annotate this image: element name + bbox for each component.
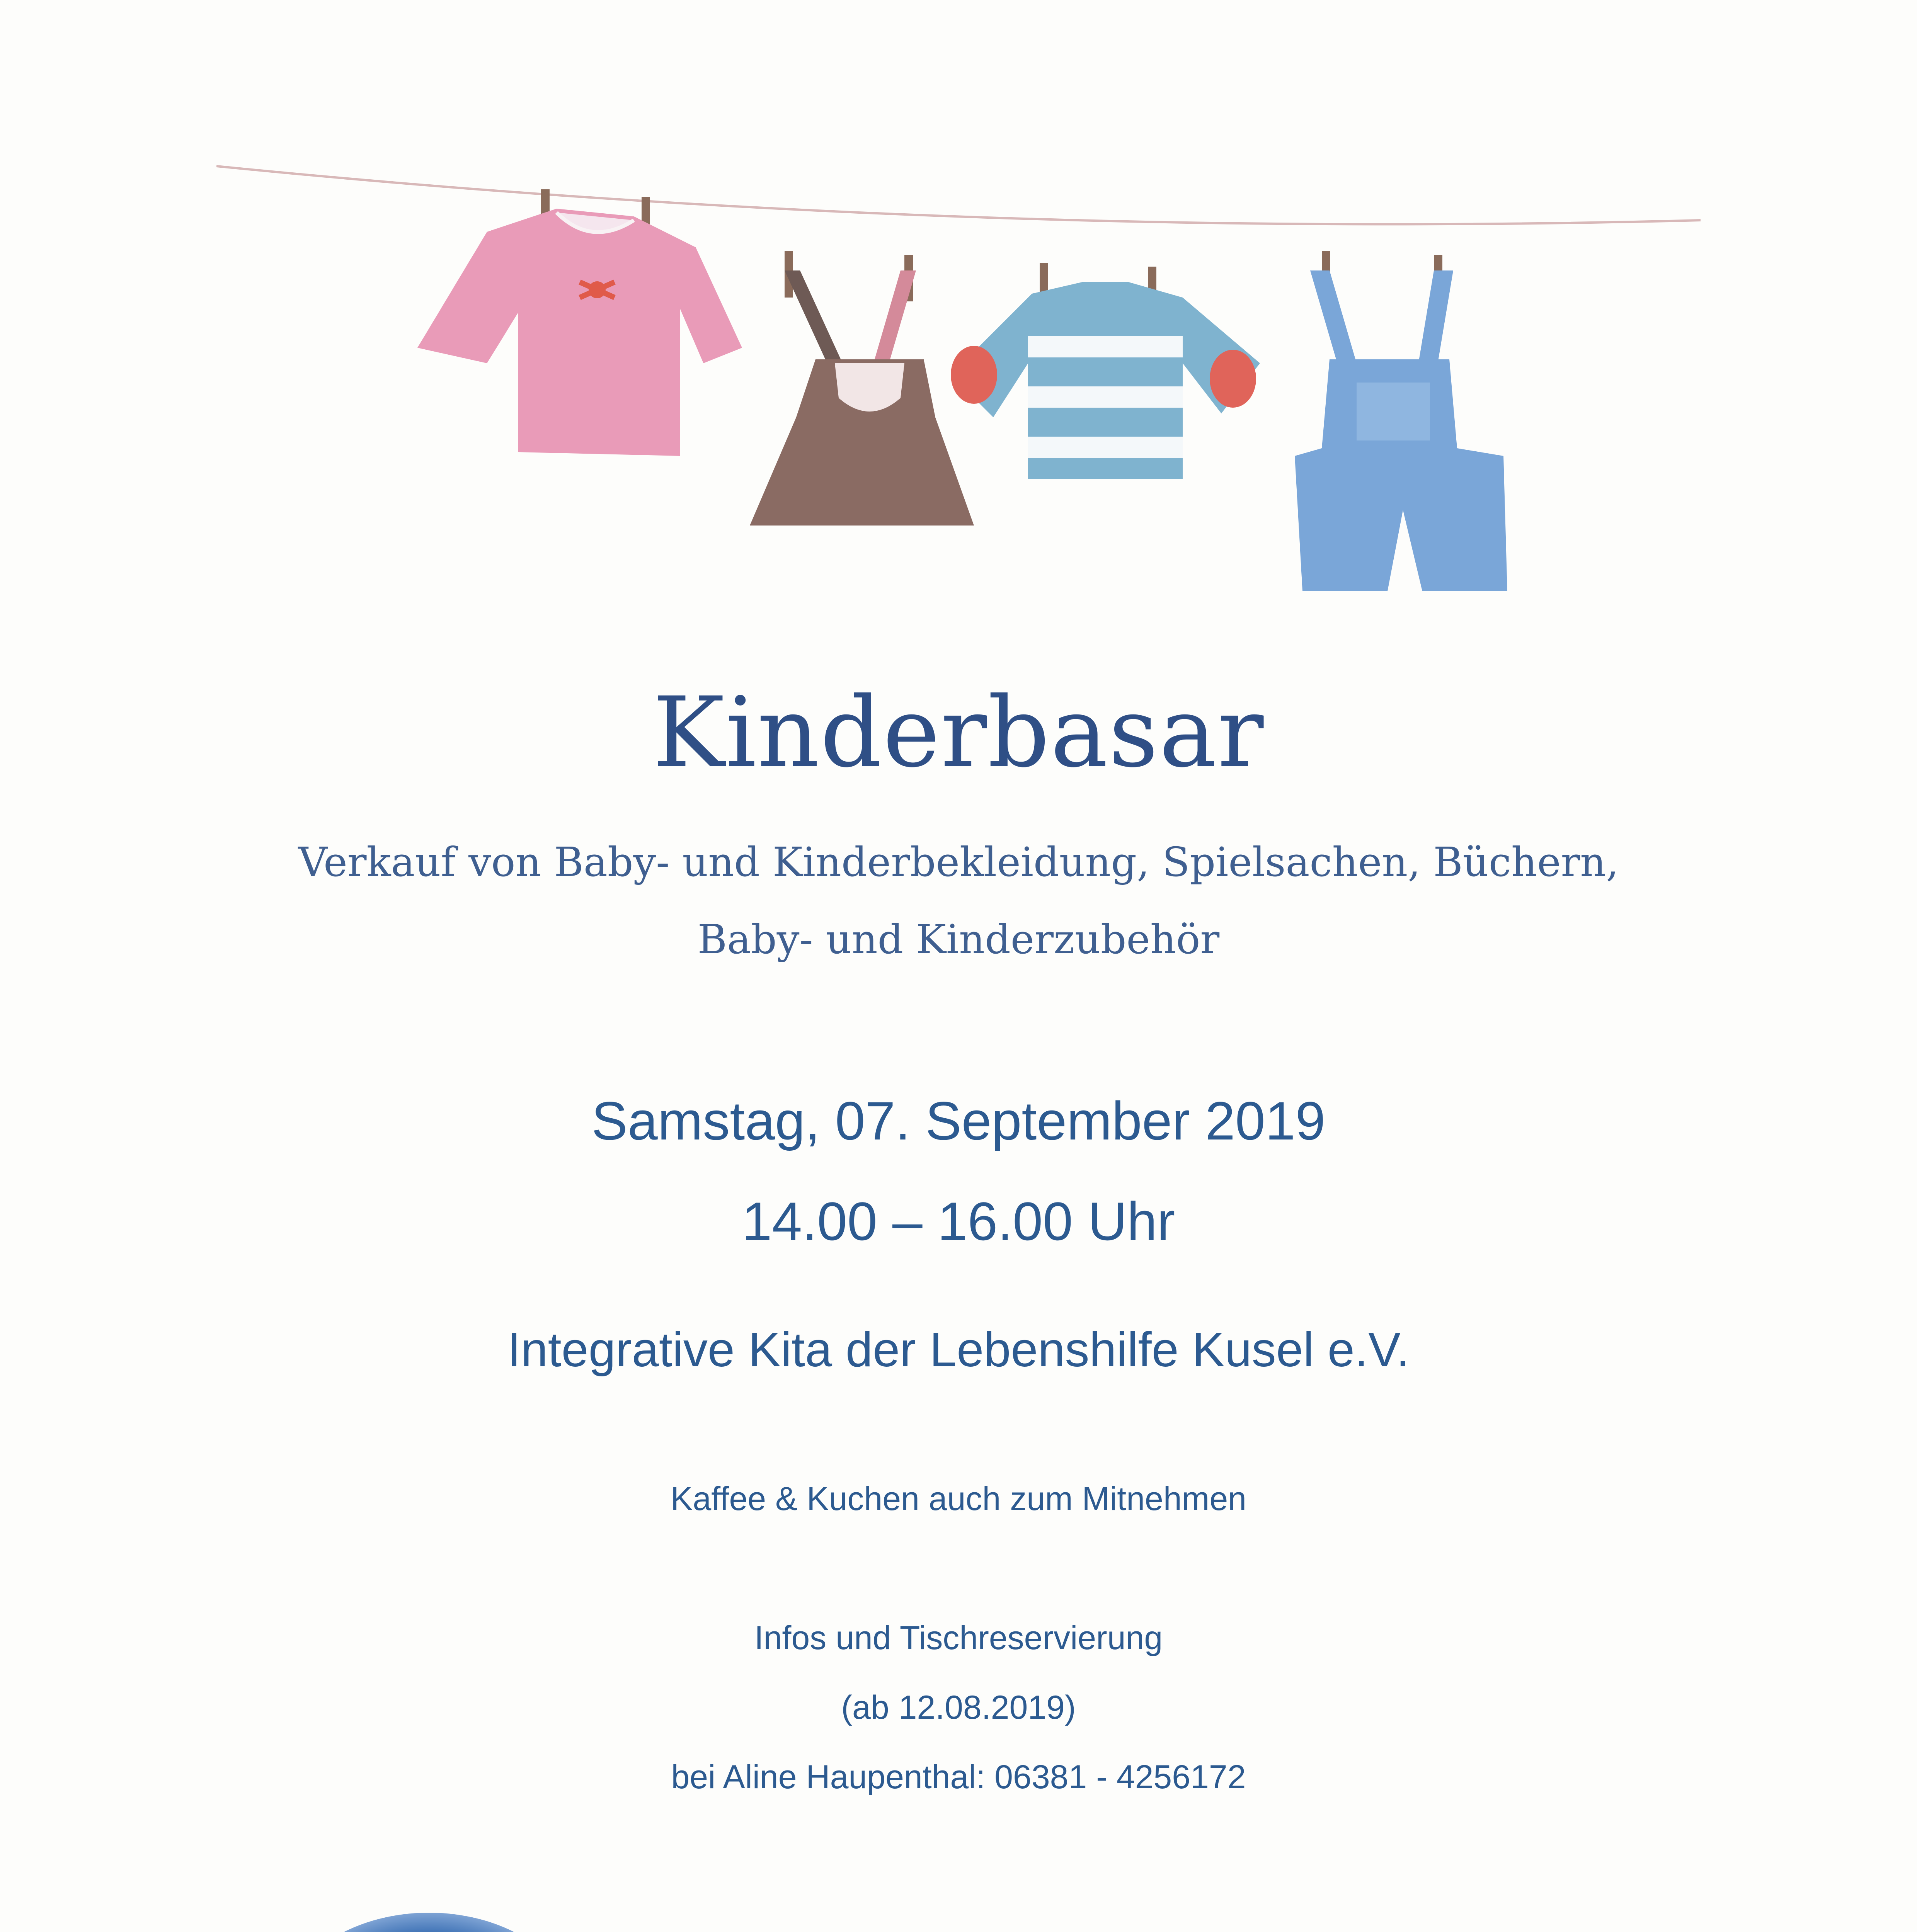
info-contact: bei Aline Haupenthal: 06381 - 4256172 xyxy=(671,1759,1246,1796)
event-date: Samstag, 07. September 2019 xyxy=(591,1090,1326,1151)
event-venue: Integrative Kita der Lebenshilfe Kusel e.V. xyxy=(507,1322,1410,1377)
brown-pinafore-icon xyxy=(750,251,974,526)
flyer-title: Kinderbasar xyxy=(652,676,1265,789)
clothesline-illustration xyxy=(216,147,1701,618)
subtitle-line-1: Verkauf von Baby- und Kinderbekleidung, Spielsachen, Büchern, xyxy=(298,838,1619,886)
striped-sweater-icon xyxy=(951,263,1260,479)
info-date: (ab 12.08.2019) xyxy=(841,1689,1076,1726)
cafe-note: Kaffee & Kuchen auch zum Mitnehmen xyxy=(671,1480,1246,1517)
blue-overalls-icon xyxy=(1295,251,1507,591)
clothesline-rope xyxy=(216,166,1701,224)
info-heading: Infos und Tischreservierung xyxy=(754,1619,1163,1656)
kita-children-logo-icon xyxy=(278,1909,580,1932)
event-time: 14.00 – 16.00 Uhr xyxy=(742,1191,1175,1252)
pink-jacket-icon xyxy=(417,189,742,456)
subtitle-line-2: Baby- und Kinderzubehör xyxy=(697,916,1220,963)
